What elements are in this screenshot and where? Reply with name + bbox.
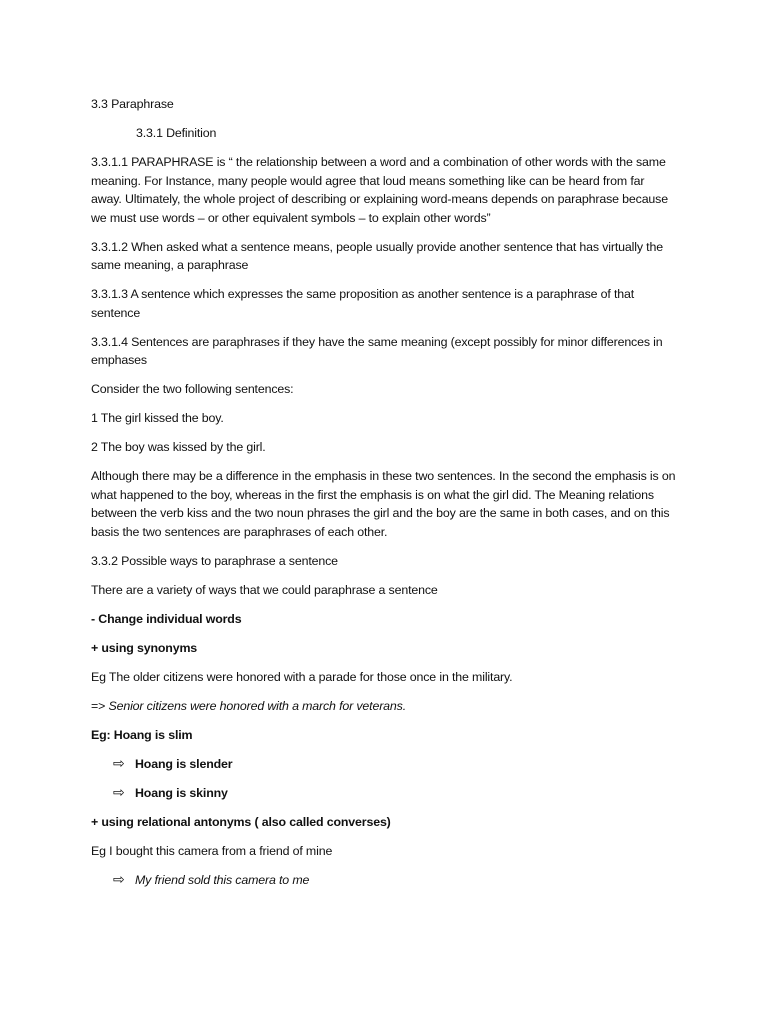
section-heading: 3.3 Paraphrase <box>91 97 174 111</box>
result-text: Hoang is skinny <box>135 785 228 800</box>
example-1-result <box>91 697 678 716</box>
ways-heading: 3.3.2 Possible ways to paraphrase a sentence <box>91 553 338 568</box>
right-arrow-icon: ⇨ <box>113 755 125 772</box>
example-sentence-1: 1 The girl kissed the boy. <box>91 411 224 425</box>
right-arrow-icon: ⇨ <box>113 871 125 888</box>
synonyms-item: + using synonyms <box>91 640 198 655</box>
example-2-result-2 <box>91 784 678 803</box>
result-prefix: => <box>91 698 106 713</box>
example-3: Eg I bought this camera from a friend of mine <box>91 843 333 858</box>
antonyms-item: + using relational antonyms ( also called converses) <box>91 814 391 829</box>
example-2-result-1 <box>91 755 678 774</box>
definition-2: 3.3.1.2 When asked what a sentence means, people usually provide another sentence that has virtually the same meaning, a paraphrase <box>91 239 663 272</box>
result-text: Senior citizens were honored with a march for veterans. <box>108 698 406 713</box>
consider-text: Consider the two following sentences: <box>91 382 294 396</box>
example-sentence-2: 2 The boy was kissed by the girl. <box>91 440 266 454</box>
ways-intro: There are a variety of ways that we could paraphrase a sentence <box>91 582 438 597</box>
example-1: Eg The older citizens were honored with a parade for those once in the military. <box>91 669 513 684</box>
result-text: My friend sold this camera to me <box>135 872 310 887</box>
right-arrow-icon: ⇨ <box>113 784 125 801</box>
change-words-item: - Change individual words <box>91 611 242 626</box>
definition-3: 3.3.1.3 A sentence which expresses the same proposition as another sentence is a paraphrase of that sentence <box>91 287 635 320</box>
explanation-paragraph: Although there may be a difference in the emphasis in these two sentences. In the second the emphasis is on what happened to the boy, whereas in the first the emphasis is on what the girl did. The Meaning relations between the verb kiss and the two noun phrases the girl and the boy are the same in both cases, and on this basis the two sentences are paraphrases of each other. <box>91 469 676 539</box>
result-text: Hoang is slender <box>135 756 233 771</box>
definition-1: 3.3.1.1 PARAPHRASE is “ the relationship between a word and a combination of other words with the same meaning. For Instance, many people would agree that loud means something like can be heard from far away. Ultimately, the whole project of describing or explaining word-means depends on paraphrase because we must use words – or other equivalent symbols – to explain other words” <box>91 155 668 225</box>
example-3-result-1 <box>91 871 678 890</box>
subsection-heading: 3.3.1 Definition <box>136 126 217 140</box>
definition-4: 3.3.1.4 Sentences are paraphrases if they have the same meaning (except possibly for minor differences in emphases <box>91 334 663 367</box>
example-2: Eg: Hoang is slim <box>91 727 193 742</box>
